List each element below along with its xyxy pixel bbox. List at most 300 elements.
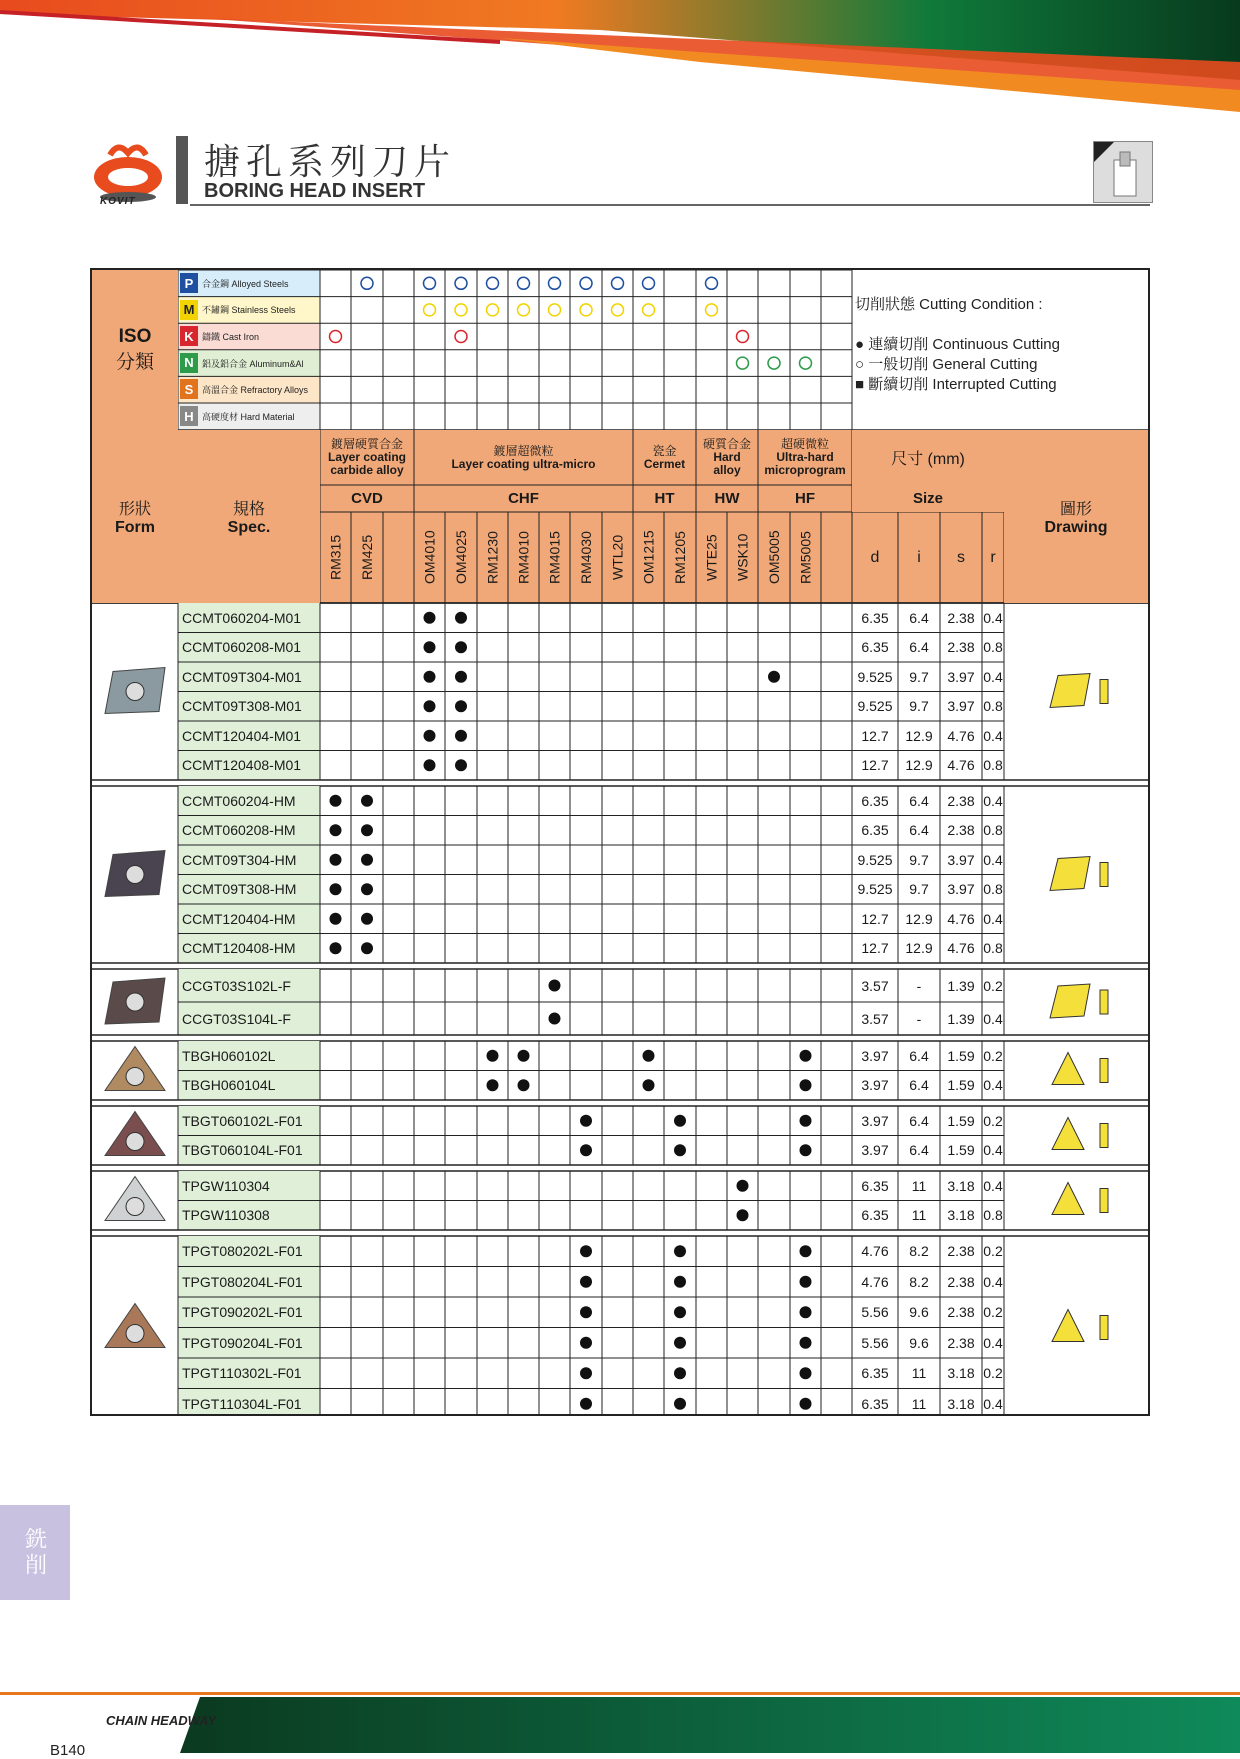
dimension-d-cell: 3.97 [861,1047,889,1064]
dimension-i-cell: 6.4 [909,1112,929,1129]
spec-header-zh: 規格 [232,501,265,518]
grade-availability-dot [330,883,342,895]
insert-drawing [1052,1183,1084,1215]
iso-suitability-mark [330,331,342,343]
grade-availability-dot [549,1013,561,1025]
grade-column-label: WTE25 [703,534,720,581]
grade-availability-dot [330,795,342,807]
dimension-header-d: d [870,548,880,566]
grade-group-zh: 瓷金 [652,443,677,458]
grade-group-code: HF [795,490,815,507]
dimension-s-cell: 2.38 [947,609,975,626]
spec-cell: TPGW110304 [182,1177,270,1194]
grade-group-header [696,430,758,485]
insert-form-image-hole [126,866,144,884]
grade-availability-dot [580,1367,592,1379]
spec-cell: CCMT120404-M01 [182,727,302,744]
dimension-r-cell: 0.4 [983,668,1003,685]
dimension-r-cell: 0.4 [983,727,1003,744]
spec-cell: TBGT060104L-F01 [182,1142,303,1159]
grade-availability-dot [800,1115,812,1127]
grade-availability-dot [580,1398,592,1410]
grade-availability-dot [424,700,436,712]
dimension-header-s: s [957,548,965,566]
grade-availability-dot [424,759,436,771]
iso-material-name: 不鏽鋼 Stainless Steels [202,305,296,316]
dimension-r-cell: 0.4 [983,792,1003,809]
dimension-i-cell: 8.2 [909,1243,929,1260]
dimension-r-cell: 0.2 [983,1112,1003,1129]
page-number: B140 [50,1742,86,1759]
grade-group-en: Cermet [643,456,686,471]
grade-availability-dot [330,942,342,954]
grade-availability-dot [800,1337,812,1349]
grade-availability-dot [580,1115,592,1127]
dimension-s-cell: 3.18 [947,1207,975,1224]
grade-group-zh: 硬質合金 [702,437,751,451]
grade-group-header [633,430,696,485]
cutting-condition-legend [855,295,1060,395]
insert-drawing [1050,984,1090,1018]
dimension-i-cell: 6.4 [909,639,929,656]
dimension-d-cell: 12.7 [861,910,889,927]
dimension-d-cell: 6.35 [861,639,889,656]
drawing-header-zh: 圖形 [1059,501,1092,518]
spec-cell: TPGT090202L-F01 [182,1304,303,1321]
insert-drawing-side [1100,680,1108,704]
brand-name: KOVIT [100,196,136,207]
grade-availability-dot [455,730,467,742]
dimension-i-cell: 12.9 [905,910,933,927]
dimension-d-cell: 6.35 [861,1177,889,1194]
grade-availability-dot [580,1337,592,1349]
dimension-i-cell: 6.4 [909,1047,929,1064]
grade-availability-dot [455,641,467,653]
spec-cell: CCMT060208-M01 [182,639,302,656]
spec-header-en: Spec. [227,519,271,536]
iso-suitability-mark [580,304,592,316]
dimension-s-cell: 3.18 [947,1365,975,1382]
grade-group-zh: 超硬微粒 [780,437,829,451]
grade-column-label: WTL20 [609,534,626,581]
dimension-d-cell: 4.76 [861,1243,889,1260]
dimension-s-cell: 2.38 [947,822,975,839]
grade-availability-dot [424,612,436,624]
spec-cell: CCMT060204-HM [182,792,296,809]
grade-availability-dot [674,1245,686,1257]
page-title-en: BORING HEAD INSERT [204,180,426,202]
dimension-i-cell: 12.9 [905,940,933,957]
spec-cell: CCMT09T308-HM [182,881,297,898]
grade-availability-dot [518,1079,530,1091]
iso-code-m: M [180,300,198,320]
grade-group-en: Ultra-hard [776,450,834,464]
spec-cell: CCMT060208-HM [182,822,296,839]
dimension-r-cell: 0.8 [983,822,1003,839]
grade-availability-dot [800,1245,812,1257]
grade-availability-dot [549,980,561,992]
boring-tool-icon [1093,141,1153,203]
iso-code-p: P [180,273,198,293]
grade-group-en: Layer coating [327,450,407,464]
grade-group-en: Hard [713,450,741,464]
dimension-i-cell: - [916,977,922,994]
dimension-s-cell: 3.18 [947,1177,975,1194]
dimension-r-cell: 0.4 [983,609,1003,626]
dimension-d-cell: 9.525 [857,851,893,868]
grade-column-label: OM4025 [453,530,469,585]
dimension-s-cell: 4.76 [947,727,975,744]
grade-availability-dot [800,1367,812,1379]
grade-column-label: RM425 [359,534,375,581]
iso-suitability-mark [612,304,624,316]
dimension-s-cell: 1.59 [947,1142,975,1159]
iso-code-h: H [180,406,198,426]
dimension-s-cell: 2.38 [947,1304,975,1321]
dimension-r-cell: 0.2 [983,1047,1003,1064]
spec-cell: CCMT120408-M01 [182,757,302,774]
grade-column-label: RM4030 [578,531,594,584]
grade-group-code: HT [654,490,675,507]
dimension-r-cell: 0.4 [983,1334,1003,1351]
iso-label-en: ISO [118,326,152,347]
dimension-d-cell: 3.57 [861,977,889,994]
iso-material-name: 高硬度材 Hard Material [202,411,295,422]
spec-cell: TPGW110308 [182,1207,270,1224]
dimension-s-cell: 2.38 [947,1334,975,1351]
grade-availability-dot [580,1306,592,1318]
grade-availability-dot [800,1276,812,1288]
dimension-d-cell: 3.97 [861,1142,889,1159]
iso-suitability-mark [455,277,467,289]
grade-group-code: HW [714,490,740,507]
iso-material-name: 鋁及鋁合金 Aluminum&Al [202,358,304,369]
iso-suitability-mark [518,304,530,316]
spec-cell: CCMT120404-HM [182,910,296,927]
grade-availability-dot [361,883,373,895]
dimension-s-cell: 4.76 [947,940,975,957]
iso-suitability-mark [424,277,436,289]
iso-suitability-mark [706,304,718,316]
spec-cell: TPGT110304L-F01 [182,1395,302,1412]
dimension-i-cell: 6.4 [909,792,929,809]
title-rule [190,204,1150,206]
legend-title: 切削狀態 Cutting Condition : [855,296,1043,313]
grade-availability-dot [737,1180,749,1192]
grade-column-label: OM1215 [640,530,657,585]
iso-material-name: 合金鋼 Alloyed Steels [202,278,289,289]
grade-column-label: OM5005 [766,530,782,585]
grade-availability-dot [580,1245,592,1257]
iso-code-k: K [180,326,198,346]
dimension-d-cell: 9.525 [857,668,893,685]
insert-form-image-hole [126,1325,144,1343]
dimension-r-cell: 0.8 [983,1207,1003,1224]
iso-suitability-mark [643,304,655,316]
iso-suitability-mark [487,277,499,289]
dimension-s-cell: 2.38 [947,639,975,656]
dimension-r-cell: 0.4 [983,851,1003,868]
iso-suitability-mark [455,304,467,316]
spec-cell: CCMT09T304-M01 [182,668,302,685]
spec-cell: CCGT03S102L-F [182,977,291,994]
iso-suitability-mark [518,277,530,289]
dimension-d-cell: 6.35 [861,822,889,839]
spec-cell: CCMT09T304-HM [182,851,297,868]
iso-suitability-mark [549,277,561,289]
insert-drawing-side [1100,863,1108,887]
dimension-s-cell: 1.59 [947,1047,975,1064]
grade-column-label: WSK10 [734,533,751,582]
grade-availability-dot [424,641,436,653]
footer-brand: CHAIN HEADWAY [106,1713,217,1728]
dimension-i-cell: 9.7 [909,698,929,715]
iso-suitability-mark [487,304,499,316]
dimension-s-cell: 1.59 [947,1077,975,1094]
grade-availability-dot [361,854,373,866]
dimension-i-cell: 6.4 [909,609,929,626]
spec-cell: CCGT03S104L-F [182,1010,291,1027]
grade-availability-dot [330,854,342,866]
dimension-d-cell: 3.97 [861,1112,889,1129]
grade-availability-dot [330,824,342,836]
dimension-d-cell: 6.35 [861,792,889,809]
dimension-i-cell: 11 [911,1177,927,1194]
grade-availability-dot [768,671,780,683]
dimension-d-cell: 6.35 [861,1365,889,1382]
insert-form-image-hole [126,683,144,701]
spec-cell: TBGH060102L [182,1047,276,1064]
grade-availability-dot [800,1050,812,1062]
size-header-en: Size [852,485,1004,512]
grade-group-en: Layer coating ultra-micro [451,456,596,471]
insert-drawing-side [1100,1316,1108,1340]
grade-availability-dot [487,1050,499,1062]
dimension-d-cell: 3.97 [861,1077,889,1094]
form-header [92,430,178,603]
dimension-d-cell: 9.525 [857,881,893,898]
iso-suitability-mark [580,277,592,289]
insert-drawing-side [1100,1189,1108,1213]
dimension-s-cell: 3.18 [947,1395,975,1412]
dimension-d-cell: 5.56 [861,1334,889,1351]
grade-availability-dot [455,759,467,771]
dimension-i-cell: 6.4 [909,1142,929,1159]
grade-availability-dot [330,913,342,925]
iso-code-s: S [180,379,198,399]
grade-availability-dot [361,942,373,954]
dimension-r-cell: 0.4 [983,1142,1003,1159]
dimension-r-cell: 0.8 [983,881,1003,898]
spec-cell: TPGT080202L-F01 [182,1243,303,1260]
grade-availability-dot [737,1209,749,1221]
iso-code-n: N [180,353,198,373]
dimension-i-cell: 6.4 [909,822,929,839]
dimension-s-cell: 3.97 [947,851,975,868]
spec-cell: TBGH060104L [182,1077,276,1094]
iso-suitability-mark [706,277,718,289]
footer-band [180,1697,1240,1753]
dimension-s-cell: 1.39 [947,1010,975,1027]
iso-label [92,270,178,430]
dimension-d-cell: 9.525 [857,698,893,715]
header-banner [0,0,1240,120]
grade-availability-dot [455,671,467,683]
grade-column-label: RM315 [327,534,344,581]
grade-availability-dot [643,1050,655,1062]
dimension-r-cell: 0.8 [983,940,1003,957]
grade-column-label [821,512,852,603]
form-header-en: Form [115,519,155,536]
dimension-i-cell: 12.9 [905,727,933,744]
grade-availability-dot [674,1144,686,1156]
dimension-r-cell: 0.2 [983,1243,1003,1260]
grade-availability-dot [674,1276,686,1288]
dimension-s-cell: 2.38 [947,1243,975,1260]
grade-availability-dot [424,671,436,683]
grade-availability-dot [361,824,373,836]
dimension-s-cell: 1.59 [947,1112,975,1129]
grade-group-header [414,430,633,485]
grade-availability-dot [361,795,373,807]
grade-availability-dot [643,1079,655,1091]
grade-availability-dot [361,913,373,925]
grade-availability-dot [455,612,467,624]
form-header-zh: 形狀 [118,501,151,518]
dimension-i-cell: 9.7 [909,668,929,685]
dimension-i-cell: - [916,1010,922,1027]
insert-drawing [1050,857,1090,891]
dimension-s-cell: 3.97 [947,668,975,685]
spec-cell: TBGT060102L-F01 [182,1112,303,1129]
dimension-r-cell: 0.4 [983,1177,1003,1194]
iso-material-name: 鑄鐵 Cast Iron [202,331,260,342]
dimension-s-cell: 1.39 [947,977,975,994]
page-title-zh: 搪孔系列刀片 [204,142,457,183]
dimension-d-cell: 5.56 [861,1304,889,1321]
iso-label-zh: 分類 [115,352,154,373]
dimension-r-cell: 0.8 [983,698,1003,715]
dimension-s-cell: 2.38 [947,1273,975,1290]
dimension-i-cell: 12.9 [905,757,933,774]
iso-suitability-mark [612,277,624,289]
grade-availability-dot [674,1306,686,1318]
iso-suitability-mark [643,277,655,289]
dimension-d-cell: 6.35 [861,609,889,626]
dimension-d-cell: 6.35 [861,1207,889,1224]
spec-header [178,430,320,603]
insert-drawing-side [1100,1059,1108,1083]
grade-availability-dot [674,1115,686,1127]
spec-cell: TPGT110302L-F01 [182,1365,302,1382]
insert-form-image-hole [126,1198,144,1216]
insert-drawing-side [1100,990,1108,1014]
dimension-r-cell: 0.8 [983,639,1003,656]
grade-group-en2: microprogram [764,463,846,477]
insert-drawing [1050,674,1090,708]
grade-availability-dot [580,1144,592,1156]
grade-availability-dot [800,1306,812,1318]
grade-column-label: RM4010 [515,531,532,584]
dimension-r-cell: 0.4 [983,1273,1003,1290]
dimension-d-cell: 12.7 [861,757,889,774]
iso-suitability-mark [549,304,561,316]
dimension-r-cell: 0.8 [983,757,1003,774]
grade-group-code: CVD [351,490,383,507]
grade-group-zh: 鍍層超微粒 [493,443,554,458]
spec-cell: CCMT09T308-M01 [182,698,302,715]
grade-availability-dot [800,1079,812,1091]
dimension-d-cell: 6.35 [861,1395,889,1412]
dimension-s-cell: 4.76 [947,910,975,927]
dimension-i-cell: 9.6 [909,1304,929,1321]
spec-cell: TPGT080204L-F01 [182,1273,303,1290]
footer-line [0,1692,1240,1695]
grade-availability-dot [518,1050,530,1062]
grade-group-zh: 鍍層硬質合金 [330,437,403,451]
grade-column-label: RM5005 [797,531,814,584]
insert-drawing [1052,1310,1084,1342]
dimension-r-cell: 0.4 [983,1395,1003,1412]
iso-suitability-mark [737,357,749,369]
iso-suitability-mark [768,357,780,369]
insert-drawing [1052,1053,1084,1085]
iso-suitability-mark [737,331,749,343]
grade-column-label: OM4010 [421,530,438,585]
spec-cell: CCMT060204-M01 [182,609,302,626]
grade-availability-dot [487,1079,499,1091]
dimension-i-cell: 11 [911,1207,927,1224]
dimension-r-cell: 0.2 [983,1304,1003,1321]
dimension-r-cell: 0.2 [983,1365,1003,1382]
dimension-d-cell: 12.7 [861,727,889,744]
grade-availability-dot [424,730,436,742]
legend-interrupted: ■ 斷續切削 Interrupted Cutting [855,376,1057,393]
grade-availability-dot [674,1367,686,1379]
dimension-s-cell: 2.38 [947,792,975,809]
dimension-i-cell: 8.2 [909,1273,929,1290]
dimension-d-cell: 3.57 [861,1010,889,1027]
grade-column-label: RM1205 [672,531,688,584]
dimension-header-i: i [917,548,921,566]
insert-table [90,268,1150,1416]
dimension-d-cell: 4.76 [861,1273,889,1290]
grade-availability-dot [800,1144,812,1156]
grade-availability-dot [455,700,467,712]
grade-column-label: RM4015 [546,531,563,584]
dimension-s-cell: 3.97 [947,881,975,898]
grade-availability-dot [800,1398,812,1410]
iso-suitability-mark [424,304,436,316]
dimension-s-cell: 4.76 [947,757,975,774]
dimension-r-cell: 0.4 [983,910,1003,927]
spec-cell: CCMT120408-HM [182,940,296,957]
drawing-header [1004,430,1148,603]
dimension-s-cell: 3.97 [947,698,975,715]
grade-group-en2: alloy [713,463,741,477]
dimension-header-r: r [990,548,996,566]
drawing-header-en: Drawing [1044,519,1108,536]
dimension-i-cell: 6.4 [909,1077,929,1094]
dimension-i-cell: 9.7 [909,881,929,898]
iso-suitability-mark [455,331,467,343]
dimension-i-cell: 11 [911,1395,927,1412]
iso-suitability-mark [361,277,373,289]
insert-drawing-side [1100,1124,1108,1148]
grade-group-code: CHF [508,490,539,507]
legend-general: ○ 一般切削 General Cutting [855,356,1038,373]
title-bar [176,136,188,204]
